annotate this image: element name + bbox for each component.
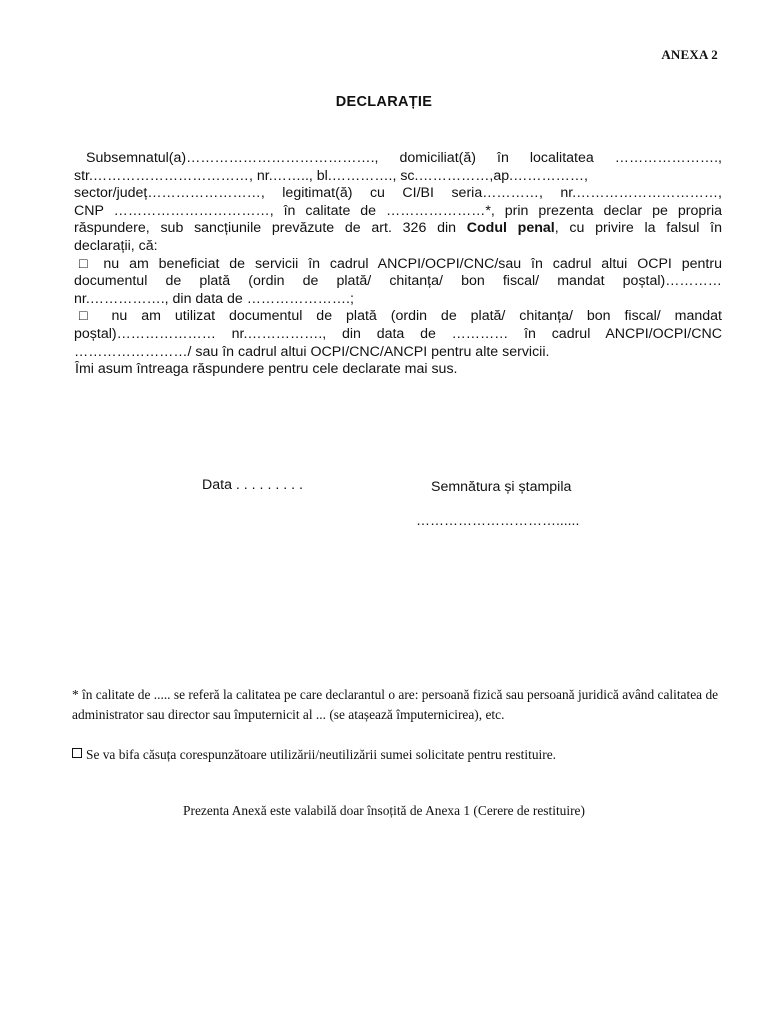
signature-label: Semnătura și ștampila	[431, 479, 572, 495]
annex-label: ANEXA 2	[661, 47, 718, 62]
body-line-11: poștal)………………… nr.……………., din data de ………… în cadrul ANCPI/OCPI/CNC	[74, 325, 722, 342]
date-field-label: Data . . . . . . . . .	[202, 477, 303, 493]
declaration-body	[74, 150, 722, 379]
body-line-2: str.……………………………, nr.…….., bl.…………., sc.……………,ap.……………,	[74, 167, 588, 184]
checkbox-option-not-benefited: □ nu am beneficiat de servicii în cadrul ANCPI/OCPI/CNC/sau în cadrul altui OCPI pentru	[79, 255, 722, 272]
body-line-1: Subsemnatul(a)…………………………………., domiciliat(ă) în localitatea ………………….,	[86, 150, 722, 166]
checkbox-icon	[72, 748, 82, 758]
body-line-4: CNP ……………………………, în calitate de …………………*, prin prezenta declar pe propria	[74, 202, 722, 219]
signature-line: …………………………......	[416, 512, 580, 528]
body-line-12: ……………………/ sau în cadrul altui OCPI/CNC/ANCPI pentru alte servicii.	[74, 343, 550, 360]
footnote-capacity: * în calitate de ..... se referă la calitatea pe care declarantul o are: persoană fizică sau persoană juridică având calitatea de administrator sau director sau împuternicit al ... (se atașează împuternicirea), etc.	[72, 687, 719, 722]
document-title: DECLARAȚIE	[335, 94, 433, 110]
body-line-8: documentul de plată (ordin de plată/ chitanța/ bon fiscal/ mandat poștal)…………	[74, 273, 722, 290]
body-line-9: nr.……………., din data de ………………….;	[74, 290, 354, 307]
footnote-checkbox-text: Se va bifa căsuța corespunzătoare utilizării/neutilizării sumei solicitate pentru restituire.	[86, 747, 556, 762]
footnote-checkbox	[72, 745, 722, 765]
body-line-6: declarații, că:	[74, 237, 158, 254]
checkbox-option-not-used: □ nu am utilizat documentul de plată (ordin de plată/ chitanța/ bon fiscal/ mandat	[79, 308, 722, 325]
body-line-5: răspundere, sub sancțiunile prevăzute de art. 326 din Codul penal, cu privire la falsul în	[74, 220, 722, 237]
body-line-13: Îmi asum întreaga răspundere pentru cele declarate mai sus.	[75, 361, 458, 378]
footer-note: Prezenta Anexă este valabilă doar însoțită de Anexa 1 (Cerere de restituire)	[183, 803, 585, 818]
bold-term-codul-penal: Codul penal	[466, 220, 555, 237]
body-line-3: sector/județ……………………, legitimat(ă) cu CI/BI seria…………, nr.…………………………,	[74, 185, 722, 202]
